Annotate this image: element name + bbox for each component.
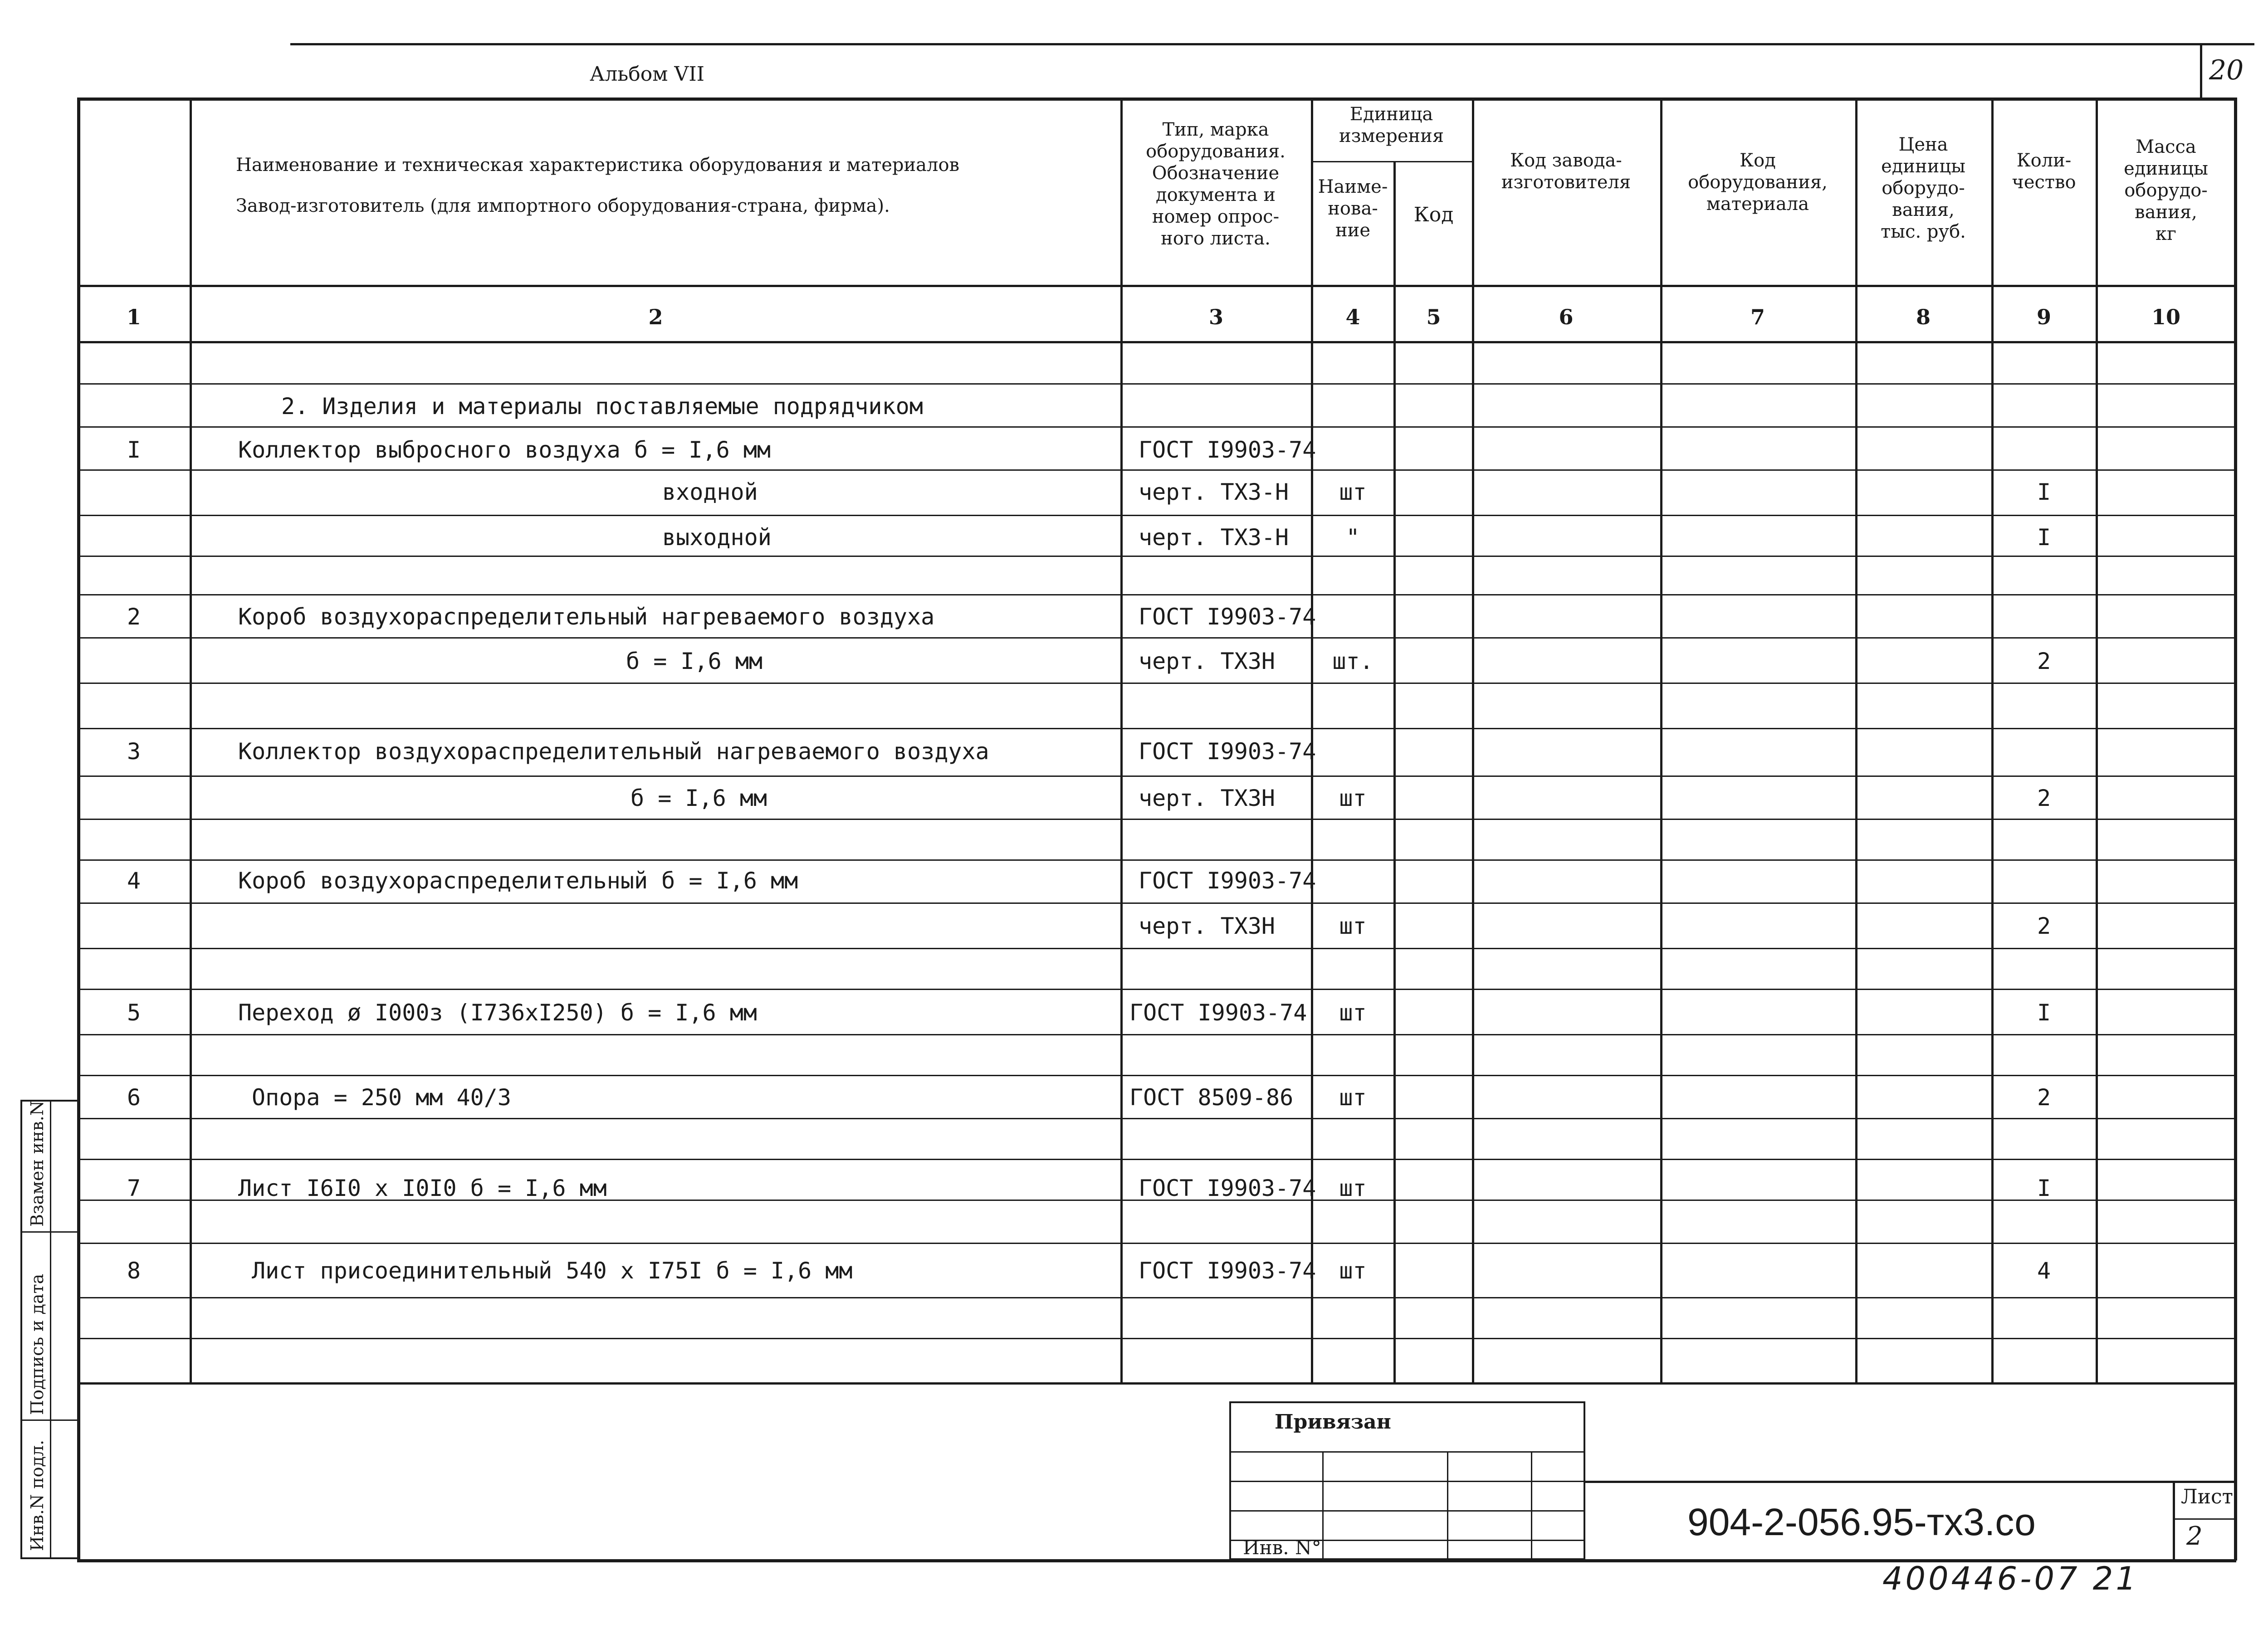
- col-divider: [1120, 98, 1123, 1383]
- row-number: 7: [127, 1175, 141, 1201]
- row-line: [77, 426, 2236, 428]
- col-divider: [2096, 98, 2098, 1383]
- row-line: [77, 383, 2236, 385]
- sheet-number: 2: [2186, 1522, 2203, 1551]
- header-col10: Масса единицы оборудо- вания, кг: [2124, 137, 2208, 244]
- item-name: б = I,6 мм: [631, 785, 767, 811]
- item-name: Лист присоединительный 540 х I75I б = I,6 мм: [252, 1258, 853, 1284]
- row-line: [77, 1297, 2236, 1298]
- col-divider: [1472, 98, 1474, 1383]
- row-line: [77, 902, 2236, 904]
- col-number-9: 9: [2036, 305, 2051, 329]
- table-body-bottom: [77, 1382, 2236, 1385]
- item-qty: 2: [2037, 1084, 2051, 1111]
- item-doc: черт. ТХ3-Н: [1139, 524, 1289, 551]
- row-line: [77, 1338, 2236, 1339]
- row-number: 6: [127, 1084, 141, 1111]
- side-strip-divider: [20, 1231, 79, 1233]
- attached-label: Привязан: [1275, 1410, 1391, 1434]
- col-divider: [1660, 98, 1662, 1383]
- item-unit: ": [1346, 524, 1360, 551]
- item-unit: шт: [1339, 1258, 1367, 1284]
- row-number: 3: [127, 738, 141, 765]
- item-unit: шт: [1339, 479, 1367, 505]
- row-number: 4: [127, 868, 141, 894]
- row-line: [77, 728, 2236, 729]
- section-title: 2. Изделия и материалы поставляемые подрядчиком: [281, 393, 923, 419]
- document-code: 904-2-056.95-тх3.со: [1687, 1501, 2036, 1543]
- row-line: [77, 1118, 2236, 1119]
- row-number: 8: [127, 1258, 141, 1284]
- row-line: [77, 515, 2236, 516]
- col-number-4: 4: [1345, 305, 1360, 329]
- col-divider: [190, 98, 192, 1383]
- item-name: Короб воздухораспределительный б = I,6 мм: [238, 868, 798, 894]
- col-number-6: 6: [1559, 305, 1574, 329]
- item-qty: I: [2037, 1175, 2051, 1201]
- item-qty: I: [2037, 479, 2051, 505]
- item-name: выходной: [662, 524, 772, 551]
- row-line: [77, 989, 2236, 990]
- col-divider: [1855, 98, 1857, 1383]
- col-number-10: 10: [2151, 305, 2180, 329]
- item-doc: ГОСТ I9903-74: [1129, 1000, 1307, 1026]
- header-col6: Код завода- изготовителя: [1501, 150, 1631, 193]
- header-col4: Наиме- нова- ние: [1318, 176, 1388, 241]
- header-col3: Тип, марка оборудования. Обозначение документа и номер опрос- ного листа.: [1146, 119, 1286, 249]
- item-unit: шт: [1339, 1000, 1367, 1026]
- header-bottom-border: [77, 285, 2236, 287]
- title-block-divider: [2173, 1518, 2236, 1520]
- header-col9: Коли- чество: [2012, 150, 2076, 193]
- col-number-7: 7: [1750, 305, 1765, 329]
- item-unit: шт: [1339, 785, 1367, 811]
- item-doc: черт. ТХ3Н: [1139, 785, 1276, 811]
- item-name: входной: [662, 479, 758, 505]
- item-qty: I: [2037, 1000, 2051, 1026]
- header-col2-line1: Наименование и техническая характеристика оборудования и материалов: [236, 155, 960, 176]
- item-unit: шт: [1339, 1084, 1367, 1111]
- side-strip-divider: [50, 1100, 51, 1559]
- row-line: [77, 819, 2236, 820]
- header-col5: Код: [1413, 203, 1454, 226]
- row-line: [77, 1034, 2236, 1035]
- side-label-sign: Подпись и дата: [27, 1273, 47, 1415]
- item-qty: 2: [2037, 648, 2051, 674]
- top-rule: [290, 43, 2254, 45]
- item-name: б = I,6 мм: [626, 648, 763, 674]
- item-name: Коллектор воздухораспределительный нагреваемого воздуха: [238, 738, 989, 765]
- row-line: [77, 948, 2236, 949]
- item-qty: 2: [2037, 913, 2051, 939]
- stamp-line: [1447, 1451, 1448, 1559]
- row-line: [77, 683, 2236, 684]
- item-doc: ГОСТ I9903-74: [1139, 1258, 1316, 1284]
- row-line: [77, 469, 2236, 471]
- item-doc: ГОСТ I9903-74: [1139, 738, 1316, 765]
- row-line: [77, 1243, 2236, 1244]
- row-line: [77, 1075, 2236, 1076]
- item-name: Переход ø I000з (I736хI250) б = I,6 мм: [238, 1000, 757, 1026]
- col-number-8: 8: [1916, 305, 1931, 329]
- row-line: [77, 1159, 2236, 1160]
- row-line: [77, 859, 2236, 861]
- title-block-top: [1585, 1481, 2236, 1483]
- row-number: I: [127, 437, 141, 463]
- item-doc: черт. ТХ3Н: [1139, 913, 1276, 939]
- item-qty: 4: [2037, 1258, 2051, 1284]
- col-number-1: 1: [126, 305, 141, 329]
- row-line: [77, 637, 2236, 639]
- item-doc: черт. ТХ3-Н: [1139, 479, 1289, 505]
- item-name: Опора = 250 мм 40/3: [252, 1084, 511, 1111]
- item-doc: черт. ТХ3Н: [1139, 648, 1276, 674]
- row-number: 5: [127, 1000, 141, 1026]
- item-doc: ГОСТ 8509-86: [1129, 1084, 1294, 1111]
- row-line: [77, 776, 2236, 777]
- frame-right-border: [2234, 98, 2237, 1561]
- side-label-inv: Инв.N подл.: [27, 1439, 47, 1551]
- page-corner-number: 20: [2209, 54, 2244, 86]
- colnum-bottom-border: [77, 341, 2236, 343]
- item-qty: 2: [2037, 785, 2051, 811]
- row-line: [77, 594, 2236, 595]
- sheet-label: Лист: [2181, 1485, 2234, 1508]
- item-doc: ГОСТ I9903-74: [1139, 437, 1316, 463]
- handwritten-footer: 400446-07 21: [1882, 1560, 2139, 1597]
- header-unit-group: Единица измерения: [1339, 104, 1444, 146]
- corner-divider: [2200, 43, 2202, 98]
- item-name: Лист I6I0 х I0I0 б = I,6 мм: [238, 1175, 607, 1201]
- title-block-divider: [2173, 1481, 2175, 1560]
- item-qty: I: [2037, 524, 2051, 551]
- side-strip-divider: [20, 1419, 79, 1421]
- row-line: [77, 556, 2236, 557]
- unit-group-divider: [1311, 161, 1472, 162]
- item-name: Короб воздухораспределительный нагреваемого воздуха: [238, 604, 935, 630]
- inv-label: Инв. N°: [1243, 1536, 1321, 1559]
- col-number-3: 3: [1208, 305, 1223, 329]
- item-unit: шт: [1339, 1175, 1367, 1201]
- header-col7: Код оборудования, материала: [1688, 150, 1828, 215]
- item-doc: ГОСТ I9903-74: [1139, 604, 1316, 630]
- item-unit: шт: [1339, 913, 1367, 939]
- header-col8: Цена единицы оборудо- вания, тыс. руб.: [1881, 134, 1966, 242]
- item-doc: ГОСТ I9903-74: [1139, 1175, 1316, 1201]
- stamp-line: [1531, 1451, 1532, 1559]
- table-top-border: [77, 98, 2236, 101]
- stamp-line: [1322, 1451, 1324, 1559]
- side-label-replace: Взамен инв.N: [27, 1100, 47, 1227]
- album-label: Альбом VII: [590, 63, 704, 86]
- col-number-2: 2: [648, 305, 663, 329]
- header-col2-line2: Завод-изготовитель (для импортного оборудования-страна, фирма).: [236, 195, 890, 216]
- col-number-5: 5: [1426, 305, 1441, 329]
- item-unit: шт.: [1332, 648, 1374, 674]
- item-name: Коллектор выбросного воздуха б = I,6 мм: [238, 437, 771, 463]
- row-number: 2: [127, 604, 141, 630]
- item-doc: ГОСТ I9903-74: [1139, 868, 1316, 894]
